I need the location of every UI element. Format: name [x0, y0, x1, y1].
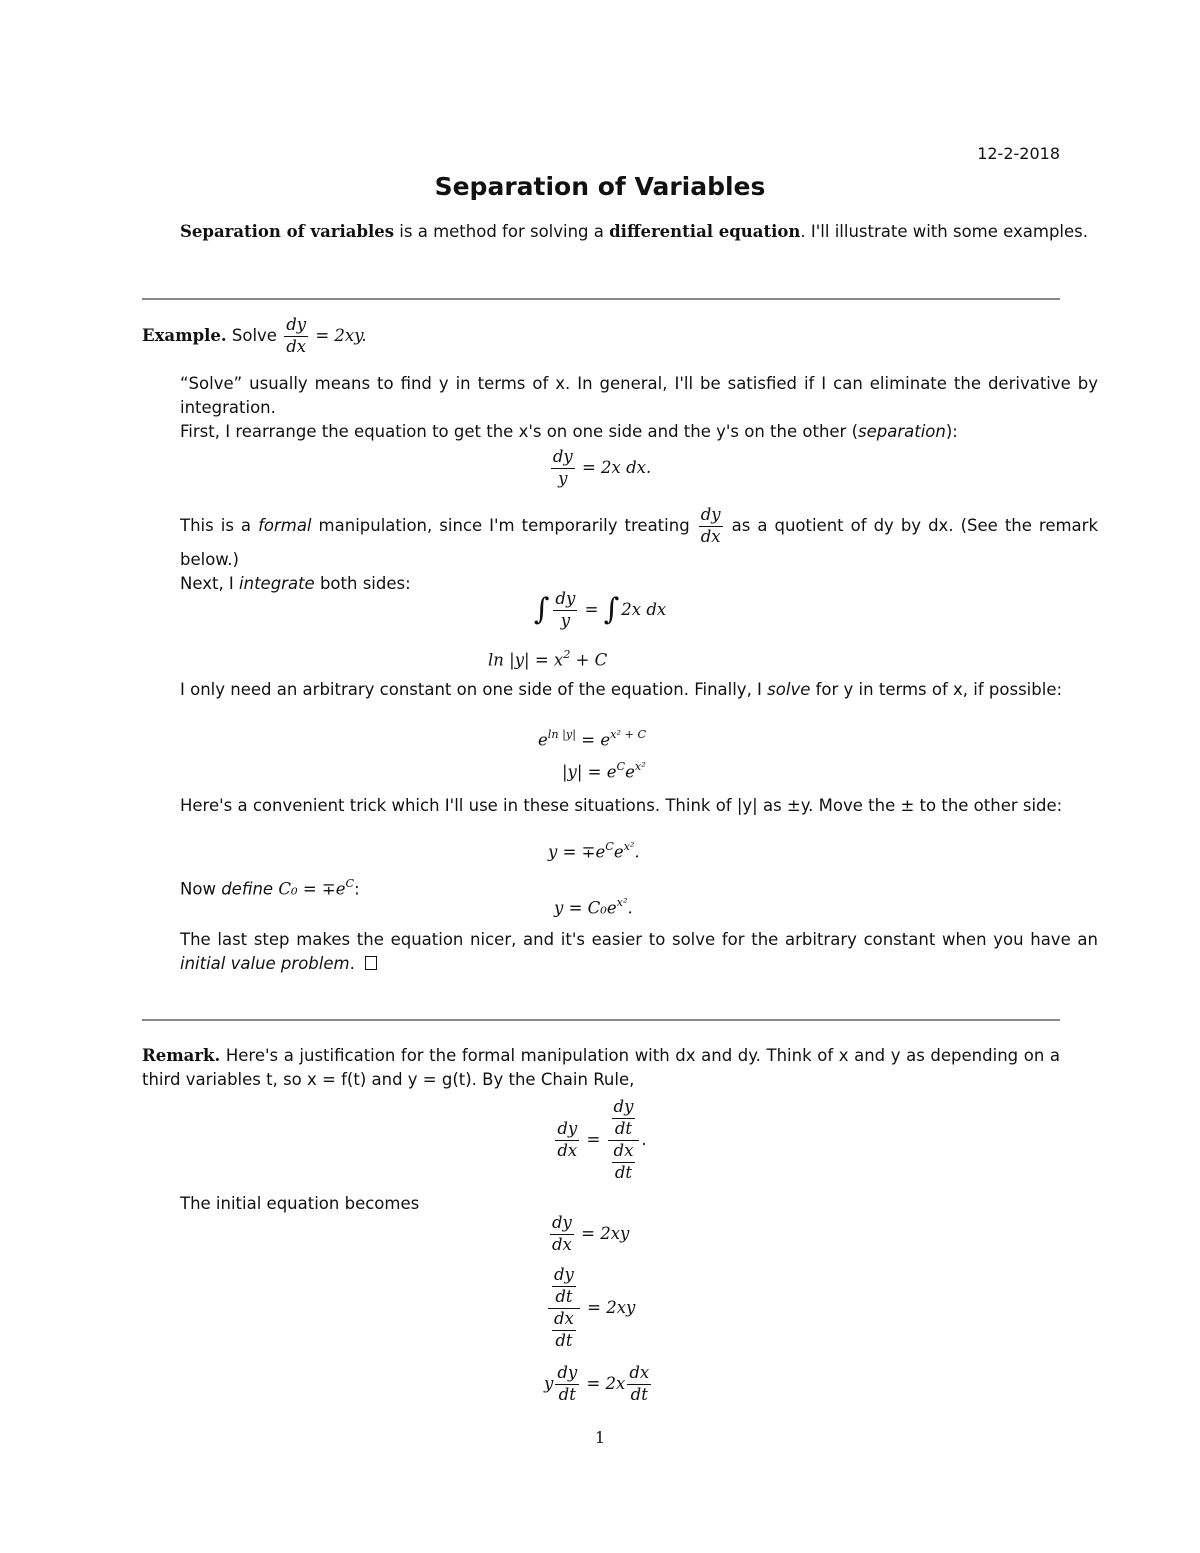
equation-exponentiate: $e^{ln |y|} = e^{x^2 + C}$ [538, 728, 647, 750]
integral-sign: ∫ [533, 592, 550, 628]
equation-initial-chain: $\frac{\frac{dy}{dt}}{\frac{dx}{dt}}$ = 2xy [546, 1266, 635, 1351]
equation-integrated: ∫ $\frac{dy}{y}$ = ∫ 2x dx [533, 589, 667, 630]
example-paragraph-4: Next, I integrate both sides: [180, 574, 411, 593]
equation-log: $\ln |y| = x^2 + C$ [488, 648, 608, 670]
intro-paragraph [142, 220, 1098, 244]
qed-symbol [365, 956, 377, 970]
intro-term2: differential equation [609, 222, 801, 241]
example-paragraph-8: The last step makes the equation nicer, and it's easier to solve for the arbitrary constant when you have an initial value problem. [180, 930, 1098, 973]
example-heading [142, 316, 367, 357]
equation-y-c0: $y = C_0e^{x^2}$. [554, 896, 633, 918]
remark-paragraph-2: The initial equation becomes [180, 1194, 420, 1213]
example-paragraph-6: Here's a convenient trick which I'll use in these situations. Think of |y| as ±y. Move the ± to the other side: [180, 796, 1063, 815]
equation-separated: $\frac{dy}{y}$ = 2x dx. [552, 447, 652, 488]
fraction-dy-dx: $\frac{dy}{dx}$ [700, 505, 721, 546]
equation-cleared: y $\frac{dy}{dt}$ = 2x $\frac{dx}{dt}$ [544, 1363, 650, 1404]
equation-initial: $\frac{dy}{dx}$ = 2xy [552, 1213, 630, 1254]
example-paragraph-7: Now define $C_0 = \mp e^C$: [180, 877, 360, 899]
example-paragraph-5: I only need an arbitrary constant on one side of the equation. Finally, I solve for y in terms of x, if possible: [180, 680, 1063, 699]
example-paragraph-3: This is a formal manipulation, since I'm temporarily treating $\frac{dy}{dx}$ as a quotient of dy by dx. (See the remark below.) [180, 505, 1099, 569]
equation-abs-y: $|y| = e^Ce^{x^2}$ [562, 760, 646, 782]
equation-rhs: = 2xy. [315, 325, 367, 345]
document-title: Separation of Variables [434, 172, 766, 201]
remark-label: Remark. [142, 1046, 221, 1065]
fraction-dy-dx: $\frac{dy}{dx}$ [286, 315, 307, 356]
equation-y-mp: $y = \mp e^Ce^{x^2}$. [548, 840, 640, 862]
section-divider [142, 298, 1060, 300]
example-solve: Solve [231, 325, 277, 345]
intro-rest: . I'll illustrate with some examples. [800, 222, 1089, 241]
page-number: 1 [594, 1428, 606, 1447]
example-paragraph-2: First, I rearrange the equation to get the x's on one side and the y's on the other (separation): [180, 422, 958, 441]
integral-sign: ∫ [603, 592, 620, 628]
equation-chain-rule: $\frac{dy}{dx}$ = $\frac{\frac{dy}{dt}}{\frac{dx}{dt}}$ . [557, 1097, 647, 1182]
intro-mid: is a method for solving a [394, 222, 610, 241]
section-divider [142, 1019, 1060, 1021]
document-date: 12-2-2018 [977, 144, 1060, 163]
intro-term: Separation of variables [180, 222, 395, 241]
example-label: Example. [142, 325, 227, 345]
remark-paragraph-1: Remark. Here's a justification for the formal manipulation with dx and dy. Think of x and y as depending on a third variables t, so x = f(t) and y = g(t). By the Chain Rule, [142, 1046, 1060, 1089]
example-paragraph-1: “Solve” usually means to find y in terms of x. In general, I'll be satisfied if I can eliminate the derivative by integration. [180, 374, 1098, 417]
